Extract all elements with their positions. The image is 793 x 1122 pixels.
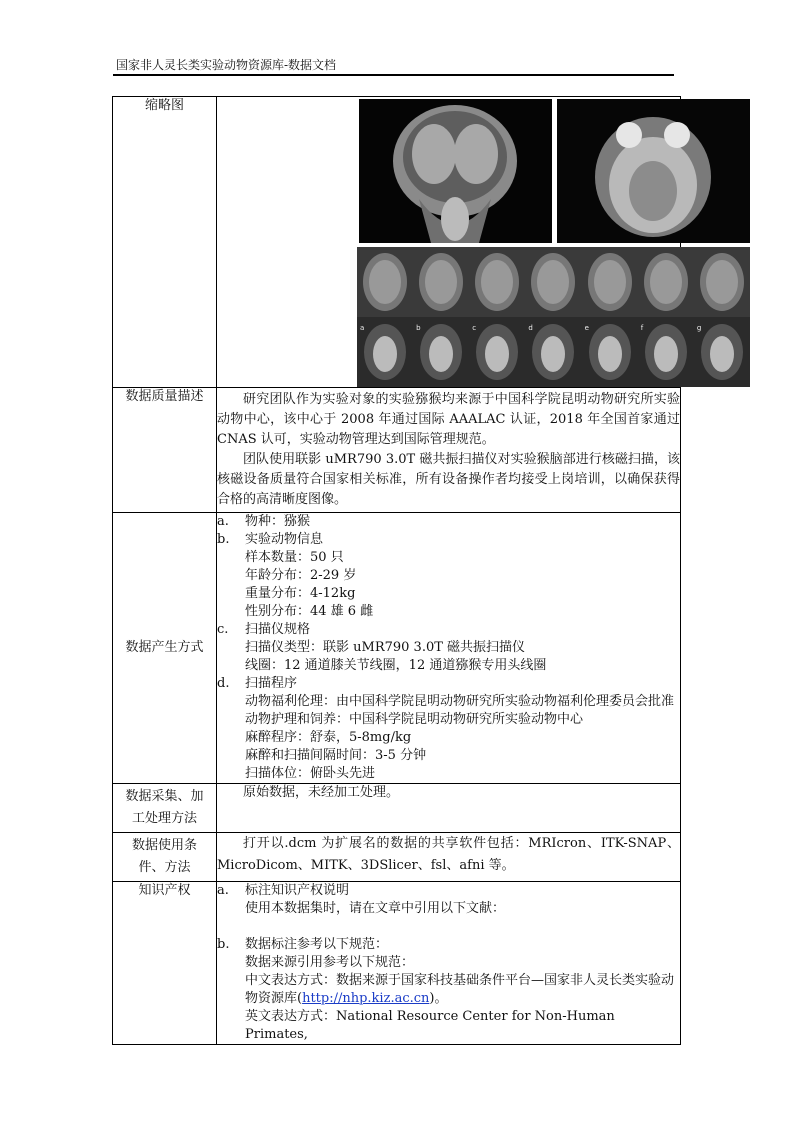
table-row-usage <box>113 833 681 882</box>
label-processing: 数据采集、加工处理方法 <box>113 784 217 833</box>
panel-letter: f <box>640 324 644 332</box>
list-marker: b. <box>217 937 230 952</box>
list-item: 扫描程序 <box>245 676 298 691</box>
ip-cell <box>217 882 681 1045</box>
processing-cell <box>217 784 681 833</box>
list-subitem: 年龄分布：2-29 岁 <box>245 568 357 583</box>
panel-letter: a <box>360 324 365 332</box>
panel-letter: d <box>528 324 533 332</box>
axial-mri-image <box>557 99 750 243</box>
list-subitem: 扫描仪类型：联影 uMR790 3.0T 磁共振扫描仪 <box>245 640 526 655</box>
page-header-title: 国家非人灵长类实验动物资源库-数据文档 <box>116 58 337 72</box>
quality-cell <box>217 388 681 513</box>
label-usage: 数据使用条件、方法 <box>113 833 217 882</box>
list-item: 物种：猕猴 <box>245 514 311 529</box>
table-row-ip <box>113 882 681 1045</box>
processing-text: 原始数据，未经加工处理。 <box>243 785 400 800</box>
method-cell <box>217 513 681 784</box>
list-subitem: 麻醉和扫描间隔时间：3-5 分钟 <box>245 748 427 763</box>
citation-cn <box>217 972 680 1008</box>
coronal-mri-image <box>359 99 552 243</box>
citation-en: 英文表达方式：National Resource Center for Non-Human Primates, <box>245 1009 615 1042</box>
list-subitem: 使用本数据集时，请在文章中引用以下文献： <box>245 901 506 916</box>
thumbnail-cell <box>217 97 702 388</box>
table-row-method <box>113 513 681 784</box>
list-item: 数据标注参考以下规范： <box>245 937 389 952</box>
axial-slice-series-t1 <box>357 247 750 317</box>
usage-text: 打开以.dcm 为扩展名的数据的共享软件包括：MRIcron、ITK-SNAP、MicroDicom、MITK、3DSlicer、fsl、afni 等。 <box>217 836 680 873</box>
list-subitem: 线圈：12 通道膝关节线圈，12 通道猕猴专用头线圈 <box>245 658 547 673</box>
list-subitem: 扫描体位：俯卧头先进 <box>245 766 376 781</box>
list-marker: b. <box>217 532 230 547</box>
table-row-quality <box>113 388 681 513</box>
list-item: 实验动物信息 <box>245 532 324 547</box>
table-row-thumbnail <box>113 97 681 388</box>
panel-letter: b <box>416 324 421 332</box>
list-subitem: 样本数量：50 只 <box>245 550 344 565</box>
list-marker: d. <box>217 676 230 691</box>
citation-cn-suffix: )。 <box>429 991 448 1006</box>
list-subitem: 数据来源引用参考以下规范： <box>245 955 415 970</box>
list-marker: c. <box>217 622 229 637</box>
list-subitem: 麻醉程序：舒泰，5-8mg/kg <box>245 730 412 745</box>
axial-slice-series-t2 <box>357 317 750 387</box>
panel-letter: e <box>584 324 589 332</box>
label-ip: 知识产权 <box>113 882 217 1045</box>
label-quality: 数据质量描述 <box>113 388 217 513</box>
list-marker: a. <box>217 883 229 898</box>
panel-letter: c <box>472 324 477 332</box>
list-item: 标注知识产权说明 <box>245 883 350 898</box>
table-row-processing <box>113 784 681 833</box>
resource-link[interactable]: http://nhp.kiz.ac.cn <box>302 991 430 1006</box>
list-item: 扫描仪规格 <box>245 622 311 637</box>
quality-paragraph: 团队使用联影 uMR790 3.0T 磁共振扫描仪对实验猴脑部进行核磁扫描，该核磁设备质量符合国家相关标准，所有设备操作者均接受上岗培训，以确保获得合格的高清晰度图像。 <box>217 452 680 507</box>
label-thumbnail: 缩略图 <box>113 97 217 388</box>
label-method: 数据产生方式 <box>113 513 217 784</box>
quality-paragraph: 研究团队作为实验对象的实验猕猴均来源于中国科学院昆明动物研究所实验动物中心，该中心于 2008 年通过国际 AAALAC 认证，2018 年全国首家通过 CNAS 认可，实验动物管理达到国际管理规范。 <box>217 392 680 447</box>
list-subitem: 性别分布：44 雄 6 雌 <box>245 604 374 619</box>
list-subitem: 动物护理和饲养：中国科学院昆明动物研究所实验动物中心 <box>245 712 584 727</box>
citation-cn-text: 中文表达方式：数据来源于国家科技基础条件平台—国家非人灵长类实验动物资源库( <box>245 973 675 1006</box>
metadata-table <box>112 96 702 1045</box>
list-subitem: 动物福利伦理：由中国科学院昆明动物研究所实验动物福利伦理委员会批准 <box>245 694 675 709</box>
header-rule <box>113 74 674 76</box>
list-marker: a. <box>217 514 229 529</box>
panel-letter: g <box>696 324 702 332</box>
usage-cell <box>217 833 681 882</box>
list-subitem: 重量分布：4-12kg <box>245 586 356 601</box>
